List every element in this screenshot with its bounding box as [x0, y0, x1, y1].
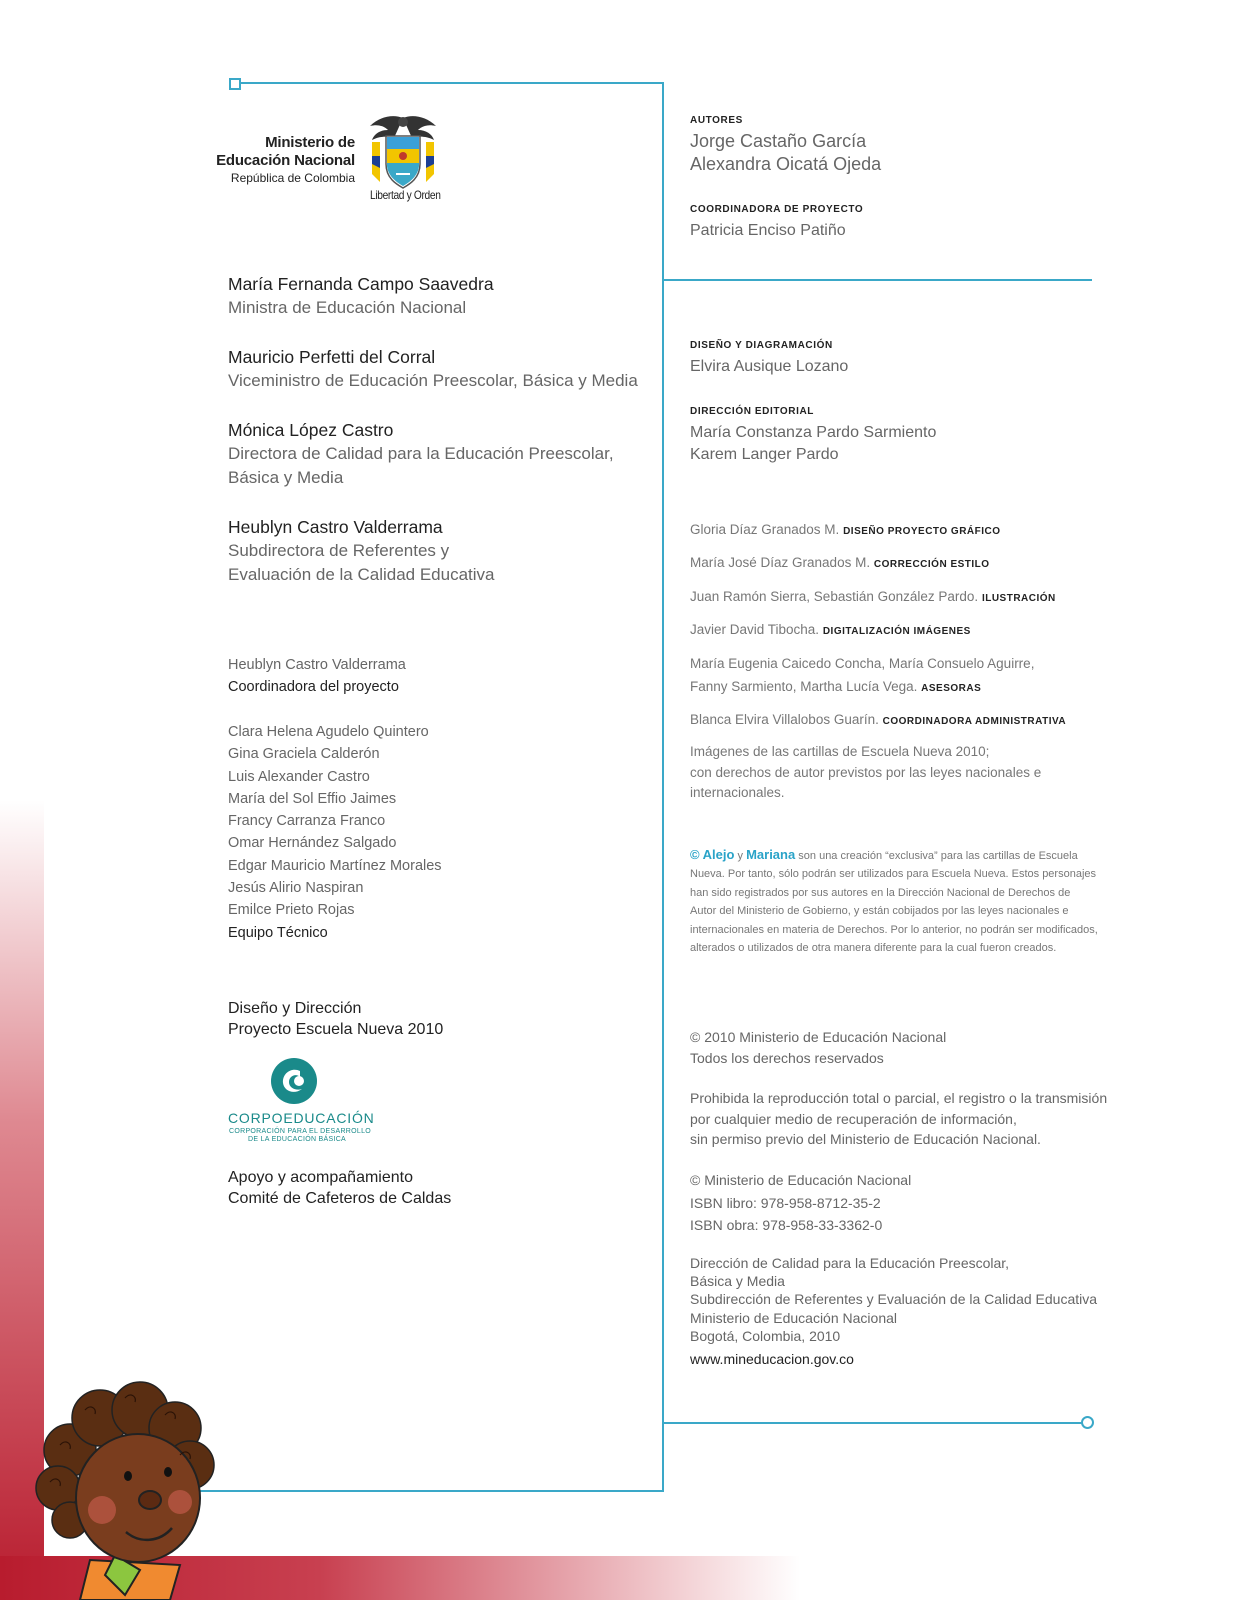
ministry-name-line1: Ministerio de: [265, 134, 355, 151]
team-member: Gina Graciela Calderón: [228, 746, 380, 763]
team-member: Francy Carranza Franco: [228, 813, 386, 830]
address-line: Subdirección de Referentes y Evaluación de la Calidad Educativa: [690, 1291, 1098, 1308]
official-role: Subdirectora de Referentes y: [228, 541, 450, 560]
credit-line: [690, 618, 971, 643]
corpoeducacion-subtitle-2: DE LA EDUCACIÓN BÁSICA: [248, 1136, 347, 1143]
official-name: Heublyn Castro Valderrama: [228, 517, 443, 537]
coordinator-name: Heublyn Castro Valderrama: [228, 657, 406, 673]
character-name-mariana: Mariana: [746, 847, 796, 862]
advisors-line1: María Eugenia Caicedo Concha, María Consuelo Aguirre,: [690, 656, 1035, 671]
ministry-logo-text: [200, 134, 355, 187]
team-member: Clara Helena Agudelo Quintero: [228, 724, 429, 740]
credit-line: [690, 518, 1001, 543]
corpoeducacion-subtitle-1: CORPORACIÓN PARA EL DESARROLLO: [229, 1128, 372, 1135]
copyright-conjunction: y: [737, 850, 744, 862]
official-role: Viceministro de Educación Preescolar, Básica y Media: [228, 371, 638, 390]
official-director: [228, 418, 614, 490]
credit-person: Juan Ramón Sierra, Sebastián González Pardo.: [690, 589, 979, 604]
frame-top-line: [236, 82, 664, 84]
coat-of-arms-icon: [366, 112, 440, 198]
prohibition-block: [690, 1088, 1107, 1150]
editorial-name: Karem Langer Pardo: [690, 446, 839, 463]
coordinator-role: Coordinadora del proyecto: [228, 679, 399, 696]
corpoeducacion-name: CORPOEDUCACIÓN: [228, 1110, 375, 1126]
images-note-line: con derechos de autor previstos por las leyes nacionales e: [690, 764, 1042, 780]
team-member: María del Sol Effio Jaimes: [228, 790, 397, 807]
design-direction-block: [228, 998, 443, 1040]
corpoeducacion-logo-icon: [270, 1057, 318, 1105]
advisors-credit: [690, 652, 1034, 700]
images-note-line: internacionales.: [690, 785, 785, 800]
author-name: Alexandra Oicatá Ojeda: [690, 154, 882, 174]
editorial-label: DIRECCIÓN EDITORIAL: [690, 406, 814, 417]
support-line1: Apoyo y acompañamiento: [228, 1169, 413, 1186]
address-line: Dirección de Calidad para la Educación Preescolar,: [690, 1255, 1010, 1271]
corner-square-marker: [229, 78, 241, 90]
credit-person: María José Díaz Granados M.: [690, 555, 871, 570]
credit-line: [690, 585, 1056, 610]
design-direction-line2: Proyecto Escuela Nueva 2010: [228, 1021, 444, 1038]
official-name: Mauricio Perfetti del Corral: [228, 347, 436, 367]
rights-line: Todos los derechos reservados: [690, 1049, 884, 1066]
ministry-motto: Libertad y Orden: [370, 188, 441, 202]
prohibition-line: Prohibida la reproducción total o parcial, el registro o la transmisión: [690, 1090, 1108, 1106]
address-line: Bogotá, Colombia, 2010: [690, 1327, 841, 1344]
credit-person: Gloria Díaz Granados M.: [690, 522, 840, 537]
advisors-line2: Fanny Sarmiento, Martha Lucía Vega.: [690, 679, 918, 694]
editorial-name: María Constanza Pardo Sarmiento: [690, 424, 937, 441]
isbn-line: ISBN obra: 978-958-33-3362-0: [690, 1217, 883, 1233]
child-character-illustration: [30, 1370, 220, 1600]
admin-credit: [690, 708, 1066, 733]
official-minister: [228, 272, 494, 320]
prohibition-line: sin permiso previo del Ministerio de Educación Nacional.: [690, 1131, 1041, 1147]
website-link[interactable]: www.mineducacion.gov.co: [690, 1351, 854, 1367]
official-role: Evaluación de la Calidad Educativa: [228, 565, 495, 584]
frame-bottom-line: [170, 1490, 664, 1492]
admin-person: Blanca Elvira Villalobos Guarín.: [690, 712, 879, 727]
isbn-line: ISBN libro: 978-958-8712-35-2: [690, 1194, 881, 1211]
credit-role: DISEÑO PROYECTO GRÁFICO: [843, 526, 1001, 537]
copyright-symbol: ©: [690, 847, 700, 862]
address-line: Básica y Media: [690, 1273, 785, 1290]
layout-design-label: DISEÑO Y DIAGRAMACIÓN: [690, 340, 833, 351]
prohibition-line: por cualquier medio de recuperación de información,: [690, 1110, 1017, 1127]
team-member: Emilce Prieto Rojas: [228, 902, 355, 919]
official-subdirector: [228, 515, 495, 587]
credit-role: DIGITALIZACIÓN IMÁGENES: [822, 626, 971, 637]
team-member: Edgar Mauricio Martínez Morales: [228, 857, 442, 874]
characters-copyright-note: [690, 846, 1098, 957]
isbn-line: © Ministerio de Educación Nacional: [690, 1172, 912, 1188]
right-bottom-line: [664, 1422, 1082, 1424]
official-role: Directora de Calidad para la Educación Preescolar,: [228, 444, 614, 463]
rights-line: © 2010 Ministerio de Educación Nacional: [690, 1029, 947, 1045]
advisors-role: ASESORAS: [921, 683, 982, 694]
team-member: Jesús Alirio Naspiran: [228, 880, 364, 897]
images-note-line: Imágenes de las cartillas de Escuela Nueva 2010;: [690, 744, 990, 759]
editorial-names: [690, 422, 936, 466]
ministry-country: República de Colombia: [230, 171, 355, 185]
official-role: Básica y Media: [228, 468, 344, 487]
ministry-name-line2: Educación Nacional: [216, 152, 355, 169]
right-section-divider: [664, 279, 1092, 281]
end-circle-marker: [1081, 1416, 1094, 1429]
credit-line: [690, 551, 990, 576]
credit-person: Javier David Tibocha.: [690, 622, 820, 637]
rights-block: [690, 1027, 946, 1068]
official-name: Mónica López Castro: [228, 420, 394, 440]
official-viceminister: [228, 345, 638, 393]
team-label: Equipo Técnico: [228, 924, 328, 941]
authors-label: AUTORES: [690, 115, 743, 126]
character-name-alejo: Alejo: [702, 847, 735, 862]
images-rights-note: [690, 742, 1070, 804]
copyright-text: son una creación “exclusiva” para las cartillas de Escuela Nueva. Por tanto, sólo podrán ser utilizados para Escuela Nueva. Estos personajes han sido registrados por sus autores en la Dirección Nacional de Derechos de Autor del Ministerio de Gobierno, y están cobijados por las leyes nacionales e internacionales en materia de Derechos. Por lo anterior, no podrán ser modificados, alterados o utilizados de otra manera diferente para la cual fueron creados.: [690, 850, 1098, 955]
technical-team-block: [228, 721, 442, 944]
credit-role: ILUSTRACIÓN: [981, 593, 1056, 604]
support-block: [228, 1167, 451, 1209]
author-name: Jorge Castaño García: [690, 131, 867, 151]
project-coordinator-label: COORDINADORA DE PROYECTO: [690, 204, 864, 215]
layout-design-name: Elvira Ausique Lozano: [690, 358, 849, 375]
project-coordinator-block: [228, 654, 406, 699]
team-member: Omar Hernández Salgado: [228, 835, 397, 852]
design-direction-line1: Diseño y Dirección: [228, 1000, 362, 1017]
address-line: Ministerio de Educación Nacional: [690, 1309, 897, 1326]
address-block: [690, 1254, 1097, 1345]
official-role: Ministra de Educación Nacional: [228, 298, 467, 317]
authors-names: [690, 130, 881, 176]
support-line2: Comité de Cafeteros de Caldas: [228, 1190, 452, 1207]
team-member: Luis Alexander Castro: [228, 768, 370, 785]
isbn-block: [690, 1169, 911, 1237]
credit-role: CORRECCIÓN ESTILO: [873, 559, 990, 570]
admin-role: COORDINADORA ADMINISTRATIVA: [882, 716, 1067, 727]
frame-divider-line: [662, 82, 664, 1492]
project-coordinator-name: Patricia Enciso Patiño: [690, 222, 846, 239]
official-name: María Fernanda Campo Saavedra: [228, 274, 494, 294]
